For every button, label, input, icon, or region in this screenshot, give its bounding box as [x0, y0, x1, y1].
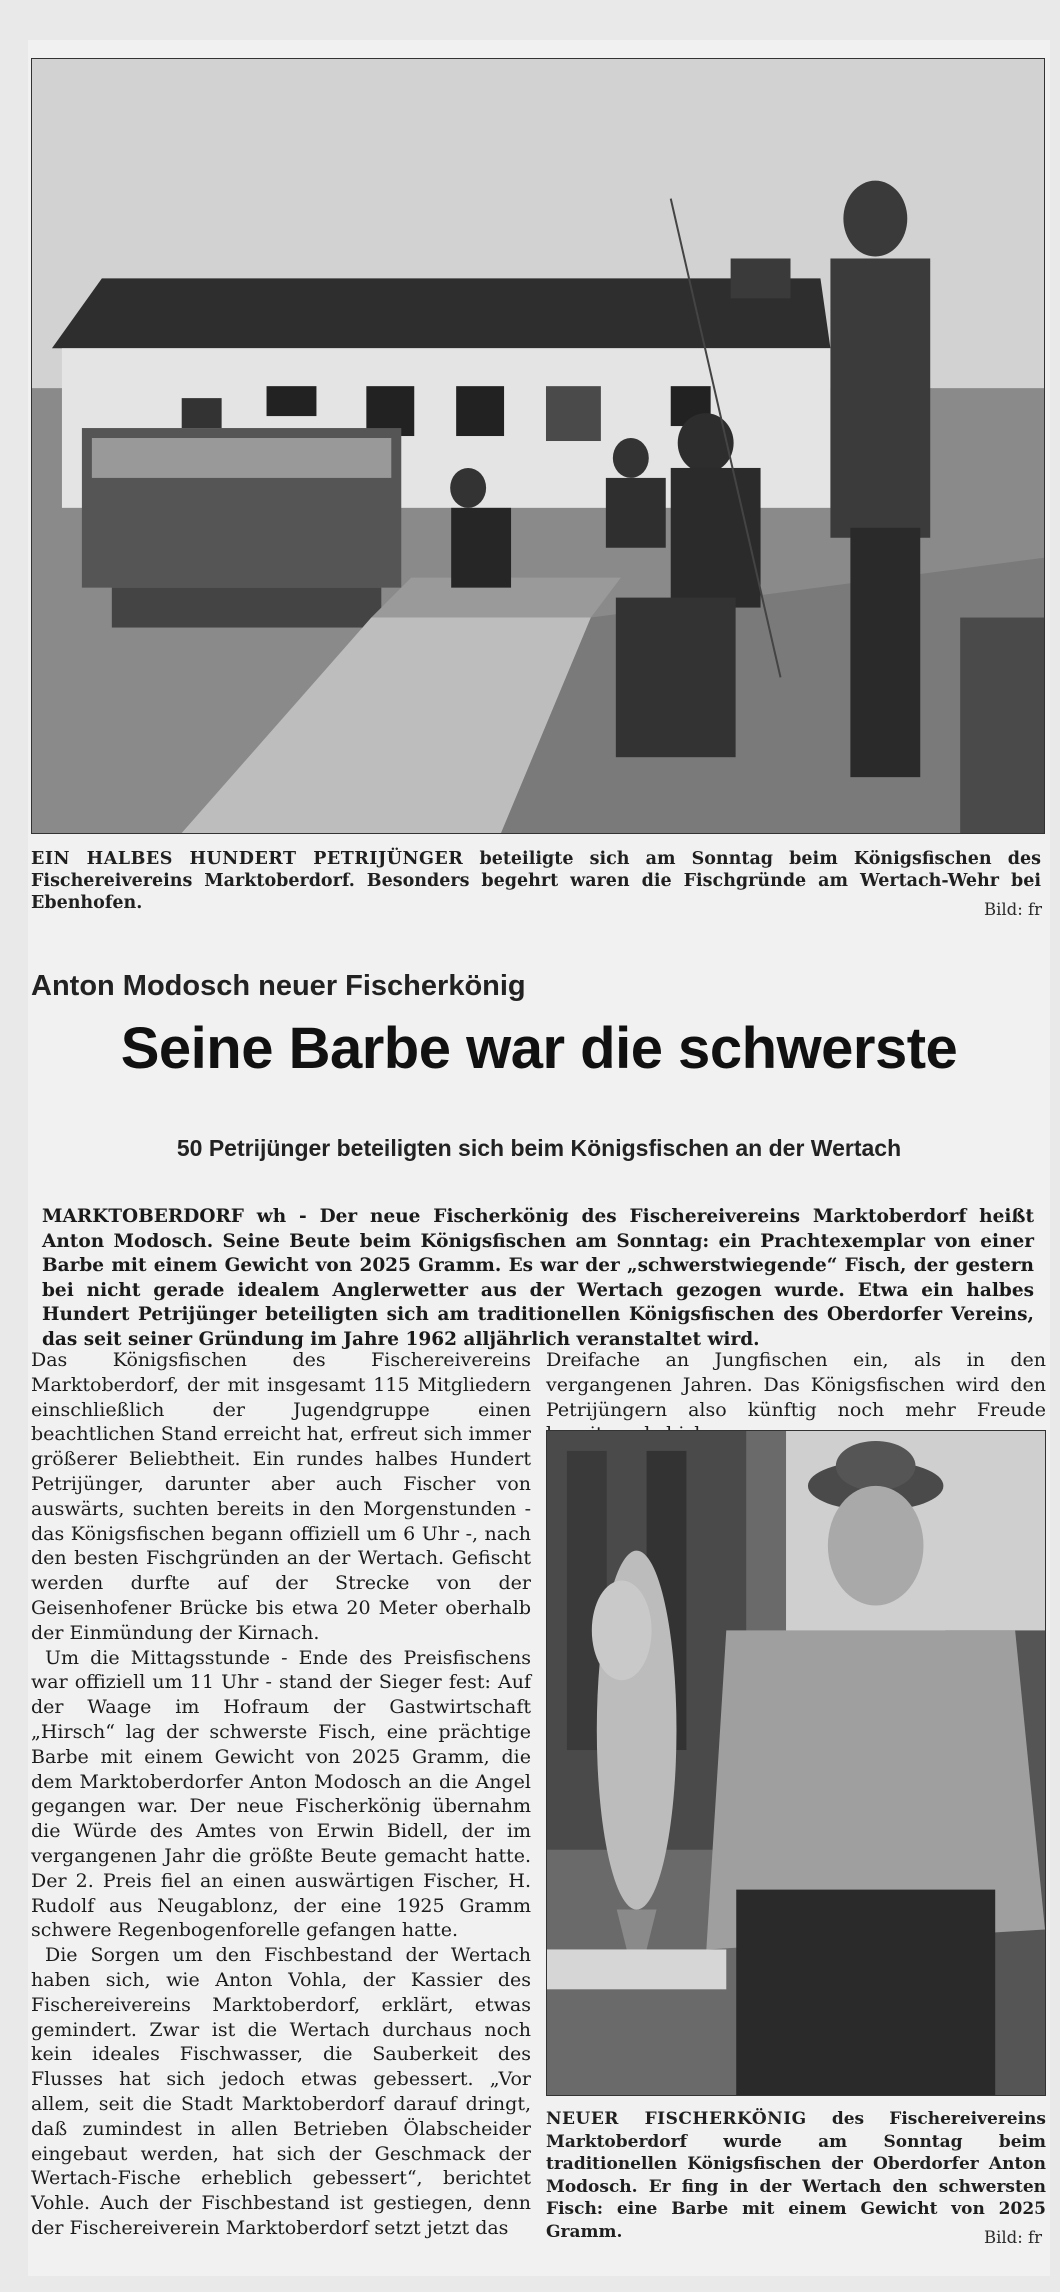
- caption-lead: NEUER FISCHERKÖNIG: [546, 2109, 807, 2129]
- caption-lead: EIN HALBES HUNDERT PETRIJÜNGER: [31, 849, 464, 869]
- caption-text: beteiligte sich am Sonntag beim Königsfischen des Fischereivereins Marktoberdorf. Besonders begehrt waren die Fischgründe am Wertach-Wehr bei Ebenhofen.: [31, 849, 1042, 913]
- fisherking-portrait-photo: [546, 1430, 1046, 2096]
- article-headline: Seine Barbe war die schwerste: [120, 1016, 958, 1081]
- body-paragraph: Die Sorgen um den Fischbestand der Wertach haben sich, wie Anton Vohla, der Kassier des Fischereivereins Marktoberdorf, erklärt, etwas gemindert. Zwar ist die Wertach durchaus noch kein ideales Fischwasser, die Sauberkeit des Flusses hat sich jedoch etwas gebessert. „Vor allem, seit die Stadt Marktoberdorf darauf dringt, daß zumindest in allen Betrieben Ölabscheider eingebaut werden, hat sich der Geschmack der Wertach-Fische erheblich gebessert“, berichtet Vohle. Auch der Fischbestand ist gestiegen, denn der Fischereiverein Marktoberdorf setzt jetzt das: [31, 1944, 531, 2239]
- top-photo-credit: Bild: fr: [983, 900, 1042, 919]
- body-paragraph: Dreifache an Jungfischen ein, als in den vergangenen Jahren. Das Königsfischen wird den Petrijüngern also künftig noch mehr Freude: [546, 1349, 1046, 1421]
- newspaper-clipping: [28, 40, 1050, 2276]
- portrait-caption: [546, 2108, 1046, 2243]
- caption-text: des Fischereivereins Marktoberdorf wurde am Sonntag beim traditionellen Königsfischen der Oberdorfer Anton Modosch. Er fing in der Wertach den schwersten Fisch: eine Barbe mit einem Gewicht von 2025 Gramm.: [546, 2109, 1046, 2242]
- body-paragraph: Um die Mittagsstunde - Ende des Preisfischens war offiziell um 11 Uhr - stand der Sieger fest: Auf der Waage im Hofraum der Gastwirtschaft „Hirsch“ lag der schwerste Fisch, eine prächtige Barbe mit einem Gewicht von 2025 Gramm, die dem Marktoberdorfer Anton Modosch an die Angel gegangen war. Der neue Fischerkönig übernahm die Würde des Amtes von Erwin Bidell, der im vergangenen Jahr die größte Beute gemacht hatte. Der 2. Preis fiel an einen auswärtigen Fischer, H. Rudolf aus Neugablonz, der eine 1925 Gramm schwere Regenbogenforelle gefangen hatte.: [31, 1646, 531, 1942]
- article-subhead: 50 Petrijünger beteiligten sich beim Königsfischen an der Wertach: [176, 1135, 902, 1161]
- body-paragraph: Das Königsfischen des Fischereivereins Marktoberdorf, der mit insgesamt 115 Mitgliedern einschließlich der Jugendgruppe einen beachtlichen Stand erreicht hat, erfreut sich immer größerer Beliebtheit. Ein rundes halbes Hundert Petrijünger, darunter aber auch Fischer von auswärts, suchten bereits in den Morgenstunden - das Königsfischen begann offiziell um 6 Uhr -, nach den besten Fischgründen an der Wertach. Gefischt werden durfte auf der Strecke von der Geisenhofener Brücke bis etwa 20 Meter oberhalb der Einmündung der Kirnach.: [31, 1349, 531, 1644]
- article-kicker: Anton Modosch neuer Fischerkönig: [31, 970, 526, 1002]
- top-photo-caption: [31, 848, 1041, 914]
- portrait-credit: Bild: fr: [983, 2228, 1042, 2247]
- article-body-left-column: [31, 1348, 531, 2241]
- article-intro: MARKTOBERDORF wh - Der neue Fischerkönig des Fischereivereins Marktoberdorf heißt Anton Modosch. Seine Beute beim Königsfischen am Sonntag: ein Prachtexemplar von einer Barbe mit einem Gewicht von 2025 Gramm. Es war der „schwerstwiegende“ Fisch, der gestern bei nicht gerade idealem Anglerwetter aus der Wertach gezogen wurde. Etwa ein halbes Hundert Petrijünger beteiligten sich am traditionellen Königsfischen des Oberdorfer Vereins, das seit seiner Gründung im Jahre 1962 alljährlich veranstaltet wird.: [42, 1206, 1034, 1350]
- fishing-contest-photo: [31, 58, 1045, 834]
